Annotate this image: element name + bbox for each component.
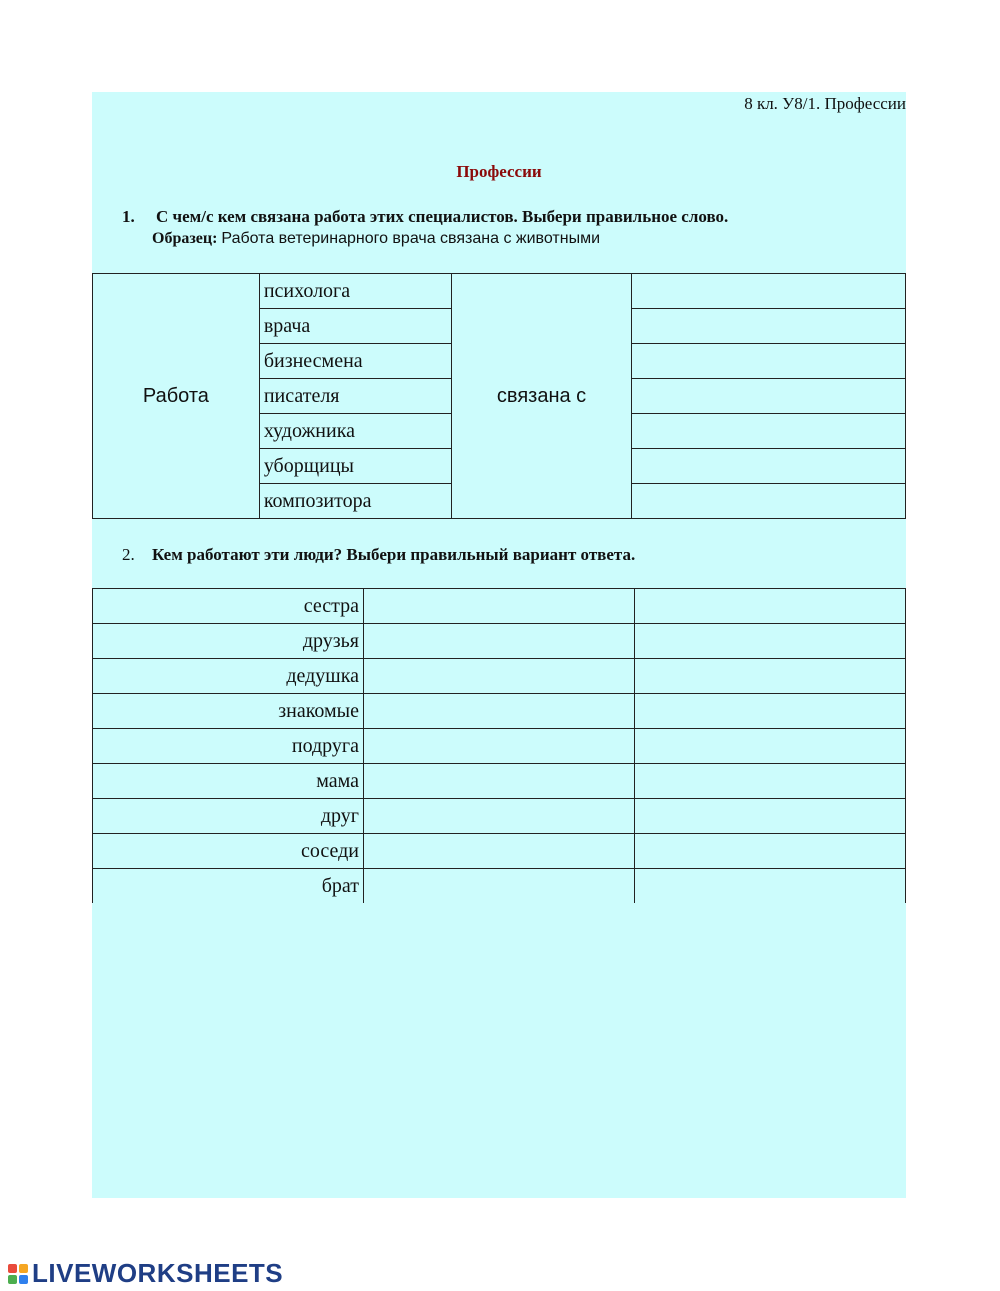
answer-dropdown[interactable] (364, 834, 635, 869)
question-1-text: С чем/с кем связана работа этих специалистов. Выбери правильное слово. (156, 207, 729, 226)
answer-dropdown[interactable] (364, 589, 635, 624)
person-cell: сестра (93, 589, 364, 624)
table-row (93, 274, 906, 309)
answer-dropdown[interactable] (635, 869, 906, 904)
logo-block (8, 1264, 17, 1273)
answer-dropdown[interactable] (635, 799, 906, 834)
answer-dropdown[interactable] (635, 624, 906, 659)
answer-dropdown[interactable] (632, 344, 906, 379)
answer-dropdown[interactable] (635, 694, 906, 729)
label-linked-with: связана с (451, 274, 632, 519)
answer-dropdown[interactable] (632, 414, 906, 449)
person-cell: друзья (93, 624, 364, 659)
answer-dropdown[interactable] (364, 659, 635, 694)
profession-cell: писателя (259, 379, 451, 414)
answer-dropdown[interactable] (632, 484, 906, 519)
answer-dropdown[interactable] (635, 729, 906, 764)
logo-blocks-icon (8, 1264, 28, 1284)
question-2-number: 2. (122, 545, 135, 564)
answer-dropdown[interactable] (364, 624, 635, 659)
question-2 (122, 545, 635, 565)
logo-block (19, 1275, 28, 1284)
person-cell: брат (93, 869, 364, 904)
logo-block (19, 1264, 28, 1273)
table-row (93, 694, 906, 729)
profession-cell: врача (259, 309, 451, 344)
example-line (152, 230, 600, 248)
people-table (92, 588, 906, 903)
worksheet-page (92, 92, 906, 1198)
profession-cell: художника (259, 414, 451, 449)
answer-dropdown[interactable] (364, 799, 635, 834)
person-cell: дедушка (93, 659, 364, 694)
course-header: 8 кл. У8/1. Профессии (744, 94, 906, 113)
profession-cell: психолога (259, 274, 451, 309)
answer-dropdown[interactable] (635, 834, 906, 869)
liveworksheets-logo[interactable] (8, 1258, 283, 1289)
answer-dropdown[interactable] (364, 694, 635, 729)
answer-dropdown[interactable] (635, 589, 906, 624)
person-cell: мама (93, 764, 364, 799)
table-row (93, 764, 906, 799)
answer-dropdown[interactable] (364, 729, 635, 764)
person-cell: соседи (93, 834, 364, 869)
question-2-text: Кем работают эти люди? Выбери правильный вариант ответа. (152, 545, 636, 564)
answer-dropdown[interactable] (364, 764, 635, 799)
profession-cell: композитора (259, 484, 451, 519)
table-row (93, 799, 906, 834)
profession-table (92, 273, 906, 519)
table-row (93, 834, 906, 869)
example-text: Работа ветеринарного врача связана с животными (221, 230, 601, 247)
profession-cell: бизнесмена (259, 344, 451, 379)
answer-dropdown[interactable] (632, 274, 906, 309)
table-row (93, 659, 906, 694)
label-work: Работа (93, 274, 260, 519)
answer-dropdown[interactable] (364, 869, 635, 904)
logo-block (8, 1275, 17, 1284)
question-1 (122, 207, 728, 227)
example-label: Образец: (152, 230, 218, 247)
table-row (93, 729, 906, 764)
table-row (93, 869, 906, 904)
person-cell: подруга (93, 729, 364, 764)
profession-cell: уборщицы (259, 449, 451, 484)
person-cell: знакомые (93, 694, 364, 729)
page-title: Профессии (456, 162, 542, 181)
answer-dropdown[interactable] (632, 309, 906, 344)
answer-dropdown[interactable] (632, 449, 906, 484)
answer-dropdown[interactable] (632, 379, 906, 414)
answer-dropdown[interactable] (635, 659, 906, 694)
question-1-number: 1. (122, 207, 135, 226)
person-cell: друг (93, 799, 364, 834)
table-row (93, 624, 906, 659)
table-row (93, 589, 906, 624)
answer-dropdown[interactable] (635, 764, 906, 799)
logo-text: LIVEWORKSHEETS (32, 1258, 284, 1288)
